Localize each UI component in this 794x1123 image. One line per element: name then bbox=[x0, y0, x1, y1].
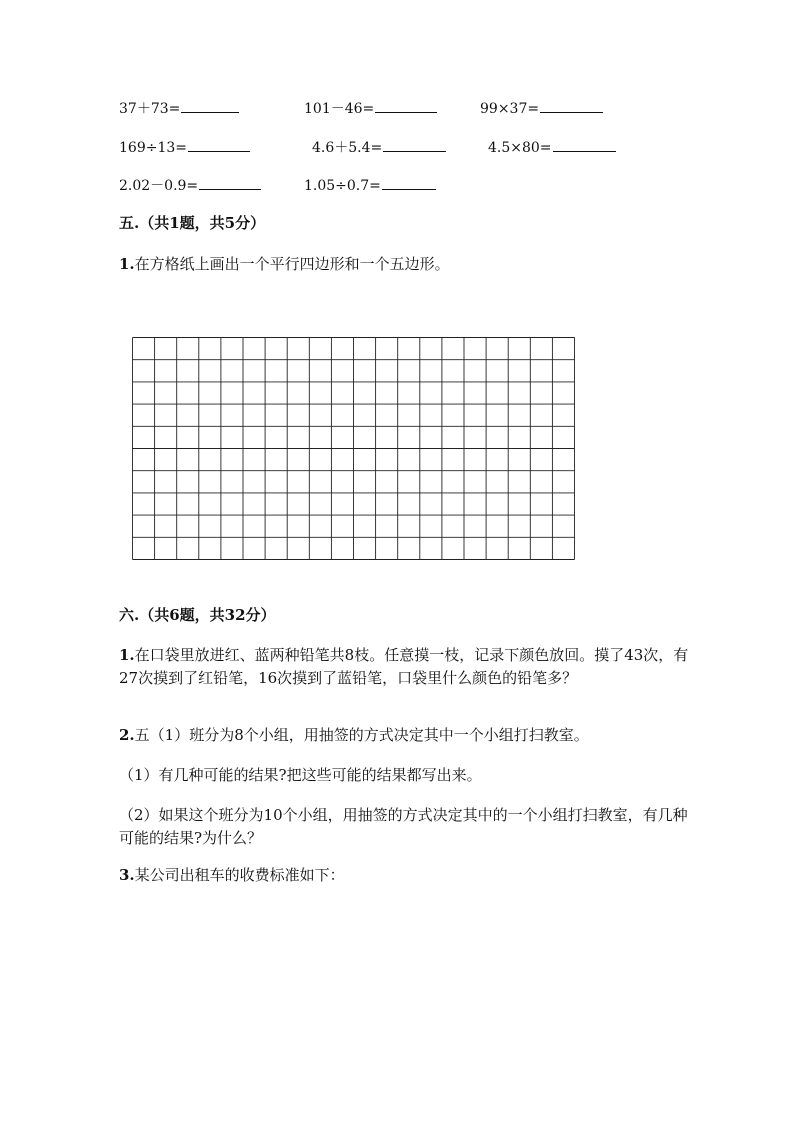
question-text: 某公司出租车的收费标准如下： bbox=[134, 866, 345, 884]
section-5-question-1 bbox=[119, 253, 699, 276]
answer-blank[interactable] bbox=[382, 174, 436, 190]
calc-item: 99×37= bbox=[480, 97, 603, 120]
question-text: 在方格纸上画出一个平行四边形和一个五边形。 bbox=[134, 255, 450, 273]
section-6-question-2-sub-1: （1）有几种可能的结果?把这些可能的结果都写出来。 bbox=[119, 766, 482, 784]
calc-item: 37＋73= bbox=[119, 97, 239, 120]
section-6-heading: 六.（共6题，共32分） bbox=[119, 606, 276, 624]
grid-paper[interactable] bbox=[132, 337, 575, 560]
section-6-question-2-sub-2: （2）如果这个班分为10个小组，用抽签的方式决定其中的一个小组打扫教室，有几种可能的结果?为什么？ bbox=[119, 806, 688, 847]
calc-row-2 bbox=[0, 136, 794, 158]
calc-row-1 bbox=[0, 97, 794, 119]
question-text: 五（1）班分为8个小组，用抽签的方式决定其中一个小组打扫教室。 bbox=[134, 726, 589, 744]
answer-blank[interactable] bbox=[188, 136, 250, 152]
calc-item: 4.6＋5.4= bbox=[312, 136, 446, 159]
section-6-question-3 bbox=[119, 864, 699, 887]
calc-item: 2.02－0.9= bbox=[119, 174, 261, 197]
answer-blank[interactable] bbox=[383, 136, 446, 152]
question-number: 3. bbox=[119, 866, 135, 884]
calc-item: 169÷13= bbox=[119, 136, 250, 159]
answer-blank[interactable] bbox=[199, 174, 261, 190]
question-number: 2. bbox=[119, 726, 135, 744]
section-5-heading: 五.（共1题，共5分） bbox=[119, 214, 266, 232]
answer-blank[interactable] bbox=[540, 97, 603, 113]
answer-blank[interactable] bbox=[375, 97, 437, 113]
section-6-question-1 bbox=[119, 644, 699, 690]
calc-item: 101－46= bbox=[304, 97, 437, 120]
question-number: 1. bbox=[119, 255, 135, 273]
answer-blank[interactable] bbox=[181, 97, 239, 113]
section-6-question-2 bbox=[119, 724, 699, 747]
question-number: 1. bbox=[119, 646, 135, 664]
question-text: 在口袋里放进红、蓝两种铅笔共8枝。任意摸一枝，记录下颜色放回。摸了43次，有27次摸到了红铅笔，16次摸到了蓝铅笔，口袋里什么颜色的铅笔多？ bbox=[119, 646, 689, 687]
calc-row-3 bbox=[0, 174, 794, 196]
answer-blank[interactable] bbox=[553, 136, 616, 152]
calc-item: 1.05÷0.7= bbox=[304, 174, 436, 197]
calc-item: 4.5×80= bbox=[488, 136, 616, 159]
